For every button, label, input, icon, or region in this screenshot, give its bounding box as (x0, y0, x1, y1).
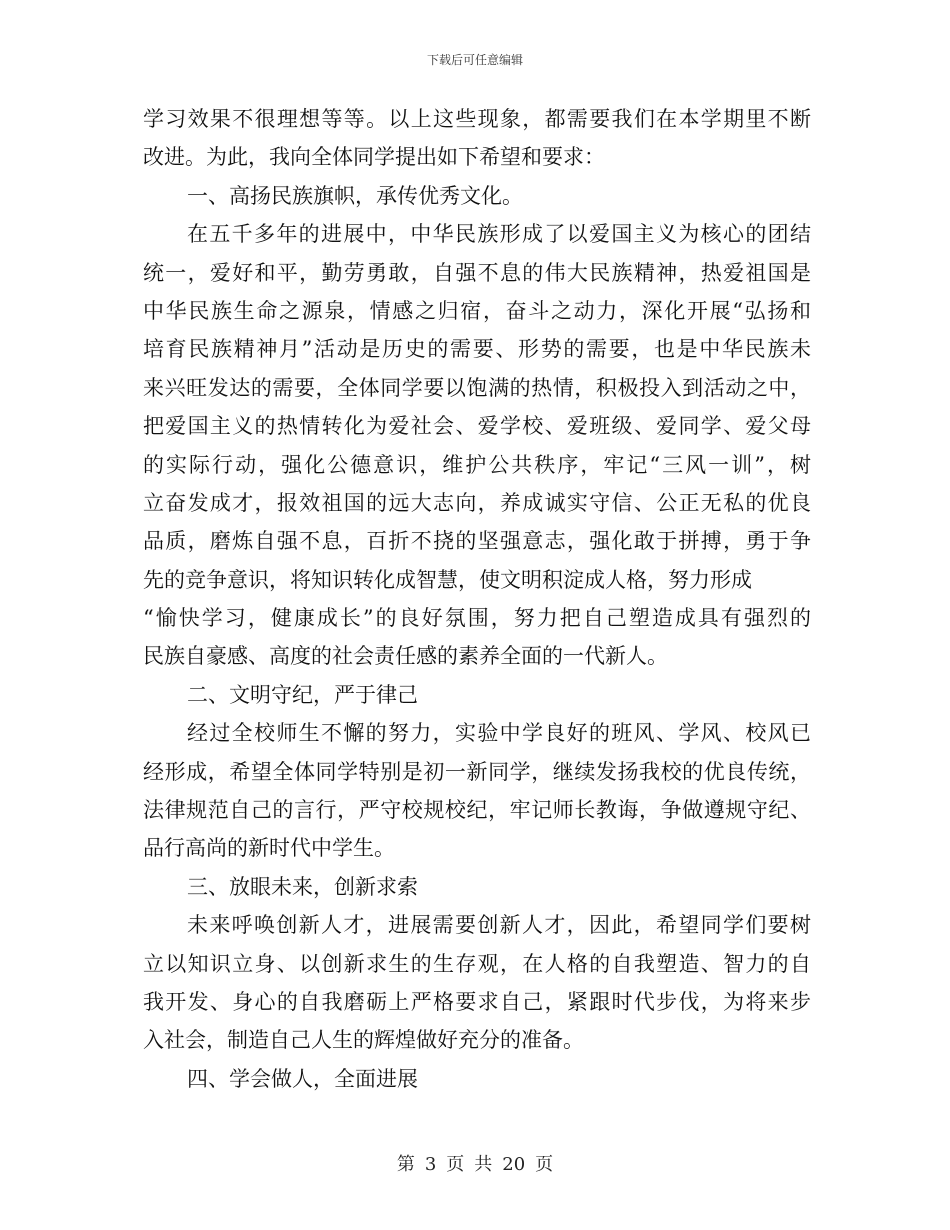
body-line: 中华民族生命之源泉，情感之归宿，奋斗之动力，深化开展“弘扬和 (143, 298, 811, 323)
body-line: 立奋发成才，报效祖国的远大志向，养成诚实守信、公正无私的优良 (143, 490, 811, 515)
body-line: 经形成，希望全体同学特别是初一新同学，继续发扬我校的优良传统， (143, 759, 811, 784)
body-line: 的实际行动，强化公德意识，维护公共秩序，牢记“三风一训”，树 (143, 452, 811, 477)
footer-total-label: 共 (474, 1154, 493, 1175)
body-line: 统一，爱好和平，勤劳勇敢，自强不息的伟大民族精神，热爱祖国是 (143, 260, 811, 285)
body-line: 民族自豪感、高度的社会责任感的素养全面的一代新人。 (143, 644, 668, 669)
body-line: 入社会，制造自己人生的辉煌做好充分的准备。 (143, 1028, 584, 1053)
body-line: 改进。为此，我向全体同学提出如下希望和要求： (143, 145, 605, 170)
page-footer (0, 1155, 950, 1175)
body-line: 先的竞争意识，将知识转化成智慧，使文明积淀成人格，努力形成 (143, 567, 752, 592)
section-heading: 一、高扬民族旗帜，承传优秀文化。 (187, 183, 523, 208)
section-heading: 三、放眼未来，创新求索 (187, 874, 418, 899)
body-line: 品行高尚的新时代中学生。 (143, 836, 395, 861)
page-number: 3 (424, 1154, 437, 1175)
body-line: 立以知识立身、以创新求生的生存观，在人格的自我塑造、智力的自 (143, 951, 811, 976)
body-line: 学习效果不很理想等等。以上这些现象，都需要我们在本学期里不断 (143, 107, 811, 131)
body-line: 培育民族精神月”活动是历史的需要、形势的需要，也是中华民族未 (143, 337, 811, 362)
document-body (143, 100, 811, 1098)
footer-page-label: 页 (446, 1154, 465, 1175)
body-line: 来兴旺发达的需要，全体同学要以饱满的热情，积极投入到活动之中， (143, 375, 811, 400)
body-line: 品质，磨炼自强不息，百折不挠的坚强意志，强化敢于拼搏，勇于争 (143, 529, 811, 554)
body-line: 我开发、身心的自我磨砺上严格要求自己，紧跟时代步伐，为将来步 (143, 989, 811, 1014)
section-heading: 四、学会做人，全面进展 (187, 1066, 418, 1091)
page-header: 下载后可任意编辑 (426, 53, 523, 67)
total-pages: 20 (502, 1154, 526, 1175)
section-heading: 二、文明守纪，严于律己 (187, 682, 418, 707)
body-line: 把爱国主义的热情转化为爱社会、爱学校、爱班级、爱同学、爱父母 (143, 414, 811, 439)
footer-suffix: 页 (535, 1154, 554, 1175)
body-line: 在五千多年的进展中，中华民族形成了以爱国主义为核心的团结 (187, 222, 811, 247)
body-line: 未来呼唤创新人才，进展需要创新人才，因此，希望同学们要树 (187, 913, 811, 938)
body-line: 经过全校师生不懈的努力，实验中学良好的班风、学风、校风已 (187, 721, 811, 746)
body-line: “愉快学习，健康成长”的良好氛围，努力把自己塑造成具有强烈的 (143, 606, 811, 631)
body-line: 法律规范自己的言行，严守校规校纪，牢记师长教诲，争做遵规守纪、 (143, 798, 811, 823)
footer-prefix: 第 (396, 1154, 415, 1175)
